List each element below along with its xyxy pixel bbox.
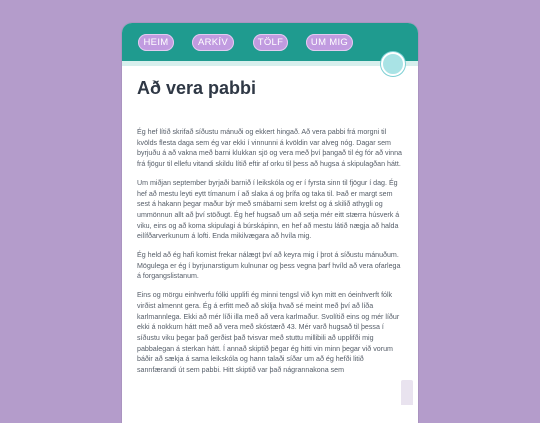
post-body xyxy=(137,127,405,384)
nav-about-button[interactable]: UM MIG xyxy=(306,34,353,51)
nav-archive-button[interactable]: ARKÍV xyxy=(192,34,234,51)
post-paragraph: Ég held að ég hafi komist frekar nálægt því að keyra mig í þrot á síðustu mánuðum. Mögulega er ég í byrjunarstigum kulnunar og þess vegna þarf hvíld að vera ofarlega á forgangslistanum. xyxy=(137,251,401,281)
scrollbar[interactable] xyxy=(401,380,413,405)
blog-card xyxy=(122,23,418,423)
top-nav xyxy=(122,23,418,61)
post-paragraph: Um miðjan september byrjaði barnið í leikskóla og er í fyrsta sinn til fjögur í dag. Ég hef að mestu leyti eytt tímanum í að slaka á og þrífa og taka til. Það er margt sem sest á hakann þegar maður býr með smábarni sem krefst og á skilið athygli og ummönnun allt að því stöðugt. Ég hef hugsað um að setja mér eitt stærra húsverk á viku, eins og að koma skipulagi á búrskápinn, en hef að mestu látið nægja að halda eilífðarverkunum á lofti. Enda mikilvægara að hvíla mig. xyxy=(137,178,400,241)
decorative-circle-icon xyxy=(381,52,405,76)
post-title: Að vera pabbi xyxy=(137,78,257,98)
post-paragraph: Eins og mörgu einhverfu fólki upplifi ég minni tengsl við kyn mitt en óeinhverft fólk virðist almennt gera. Ég á erfitt með að skilja hvað sé meint með því að líða karlmannlega. Ekki að mér líði illa með að vera karlmaður. Svolítið eins og mér líður ekki á nokkurn hátt með að vera með skóstærð 43. Mér varð hugsað til þessa í síðustu viku þegar það gerðist það tvisvar með stuttu millibili að upplifði mig pabbalegan á sterkan hátt. Í annað skiptið þegar ég hitti vin minn þegar við vorum báðir að sækja á sama leikskóla og hann talaði síðar um að ég hefði litið sannfærandi út sem pabbi. Hitt skiptið var það nágrannakona sem xyxy=(137,291,400,375)
nav-divider xyxy=(122,61,418,66)
nav-home-button[interactable]: HEIM xyxy=(138,34,174,51)
post-paragraph: Ég hef lítið skrifað síðustu mánuði og ekkert hingað. Að vera pabbi frá morgni til kvölds flesta daga sem ég var ekki í vinnunni á kvöldin var alveg nóg. Dagar sem byrjuðu á að vakna með barni klukkan sjö og vera með því þangað til ég fór að vinna frá fjögur til ellefu vitandi skildu lítið eftir af orku til þess að hugsa á skipulagðan hátt. xyxy=(137,128,402,169)
nav-tolf-button[interactable]: TÖLF xyxy=(253,34,288,51)
